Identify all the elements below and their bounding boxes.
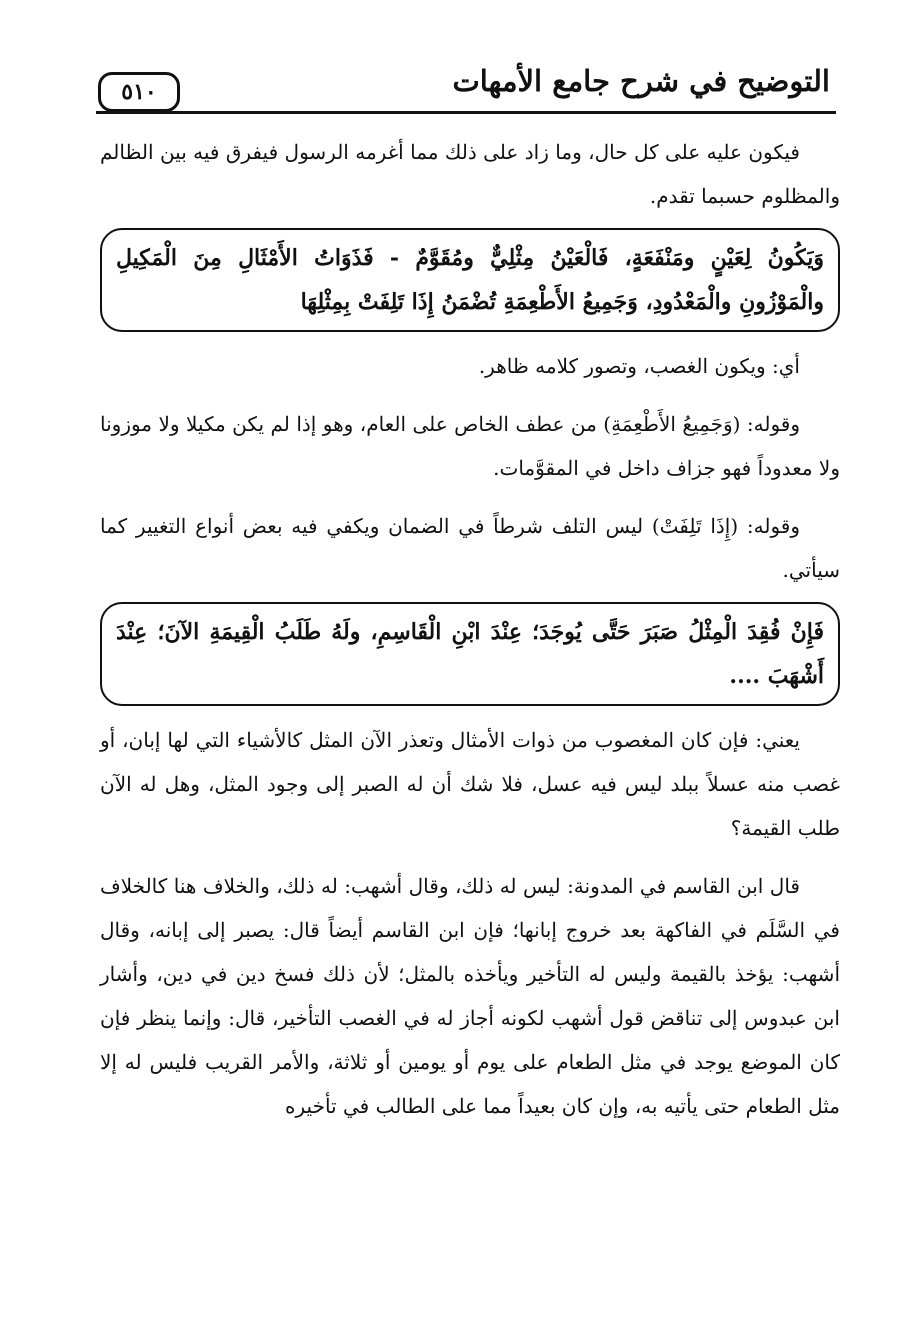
paragraph-1: فيكون عليه على كل حال، وما زاد على ذلك مما أغرمه الرسول فيفرق فيه بين الظالم والمظلوم حسبما تقدم.: [100, 140, 840, 208]
page-body: [100, 130, 840, 1128]
matn-box-2: فَإِنْ فُقِدَ الْمِثْلُ صَبَرَ حَتَّى يُوجَدَ؛ عِنْدَ ابْنِ الْقَاسِمِ، ولَهُ طَلَبُ الْقِيمَةِ الآنَ؛ عِنْدَ أَشْهَبَ ....: [100, 602, 840, 706]
header-rule: [96, 111, 836, 114]
paragraph-4: وقوله: (إِذَا تَلِفَتْ) ليس التلف شرطاً في الضمان ويكفي فيه بعض أنواع التغيير كما سيأتي.: [100, 514, 840, 582]
paragraph-3: وقوله: (وَجَمِيعُ الأَطْعِمَةِ) من عطف الخاص على العام، وهو إذا لم يكن مكيلا ولا موزونا ولا معدوداً فهو جزاف داخل في المقوَّمات.: [100, 412, 840, 480]
paragraph-5: يعني: فإن كان المغصوب من ذوات الأمثال وتعذر الآن المثل كالأشياء التي لها إبان، أو غصب منه عسلاً ببلد ليس فيه عسل، فلا شك أن له الصبر إلى وجود المثل، وهل له الآن طلب القيمة؟: [100, 728, 840, 840]
page-number: ٥١٠: [98, 72, 180, 112]
book-title: التوضيح في شرح جامع الأمهات: [452, 64, 830, 98]
paragraph-6: قال ابن القاسم في المدونة: ليس له ذلك، وقال أشهب: له ذلك، والخلاف هنا كالخلاف في السَّلَم في الفاكهة بعد خروج إبانها؛ فإن ابن القاسم أيضاً قال: يصبر إلى إبانه، وقال أشهب: يؤخذ بالقيمة وليس له التأخير ويأخذه بالمثل؛ لأن ذلك فسخ دين في دين، وأشار ابن عبدوس إلى تناقض قول أشهب لكونه أجاز له في الغصب التأخير، قال: وإنما ينظر فإن كان الموضع يوجد في مثل الطعام على يوم أو يومين أو ثلاثة، والأمر القريب فليس له إلا مثل الطعام حتى يأتيه به، وإن كان بعيداً مما على الطالب في تأخيره: [100, 874, 840, 1118]
matn-box-1: وَيَكُونُ لِعَيْنٍ ومَنْفَعَةٍ، فَالْعَيْنُ مِثْلِيٌّ ومُقَوَّمٌ - فَذَوَاتُ الأَمْثَالِ مِنَ الْمَكِيلِ والْمَوْزُونِ والْمَعْدُودِ، وَجَمِيعُ الأَطْعِمَةِ تُضْمَنُ إِذَا تَلِفَتْ بِمِثْلِهَا: [100, 228, 840, 332]
paragraph-2: أي: ويكون الغصب، وتصور كلامه ظاهر.: [478, 354, 800, 378]
page-header: [96, 62, 836, 114]
